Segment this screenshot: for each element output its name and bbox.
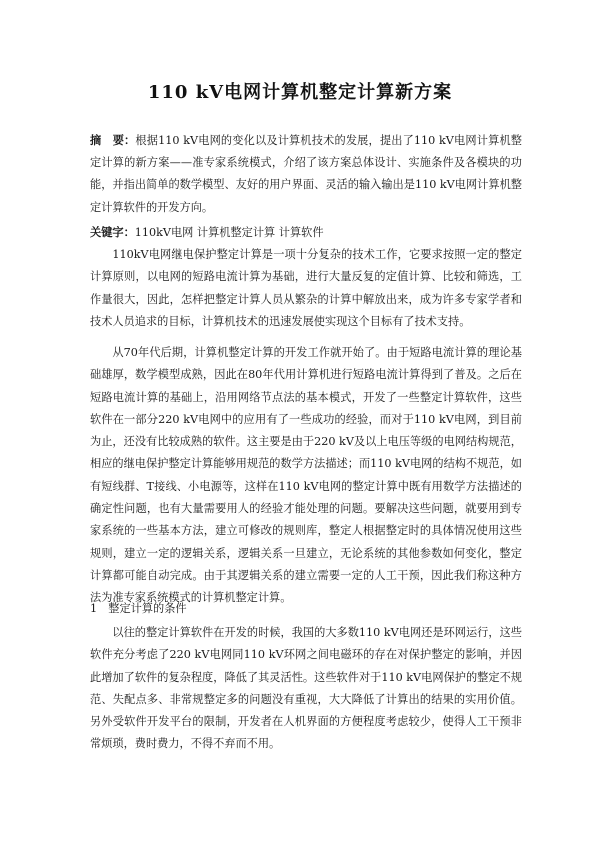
abstract-text: 根据110 kV电网的变化以及计算机技术的发展，提出了110 kV电网计算机整定计算的新方案——准专家系统模式，介绍了该方案总体设计、实施条件及各模块的功能，并指出简单的数学模型、友好的用户界面、灵活的输入输出是110 kV电网计算机整定计算软件的开发方向。 xyxy=(90,134,522,214)
keywords xyxy=(90,222,522,243)
keywords-text: 110kV电网 计算机整定计算 计算软件 xyxy=(134,226,324,239)
abstract xyxy=(90,129,522,219)
paragraph-2: 从70年代后期，计算机整定计算的开发工作就开始了。由于短路电流计算的理论基础雄厚，数学模型成熟，因此在80年代用计算机进行短路电流计算得到了普及。之后在短路电流计算的基础上，沿用网络节点法的基本模式，开发了一些整定计算软件，这些软件在一部分220 kV电网中的应用有了一些成功的经验，而对于110 kV电网，到目前为止，还没有比较成熟的软件。这主要是由于220 kV及以上电压等级的电网结构规范，相应的继电保护整定计算能够用规范的数学方法描述；而110 kV电网的结构不规范，如有短线群、T接线、小电源等，这样在110 kV电网的整定计算中既有用数学方法描述的确定性问题，也有大量需要用人的经验才能处理的问题。要解决这些问题，就要用到专家系统的一些基本方法，建立可修改的规则库，整定人根据整定时的具体情况使用这些规则，建立一定的逻辑关系，逻辑关系一旦建立，无论系统的其他参数如何变化，整定计算都可能自动完成。由于其逻辑关系的建立需要一定的人工干预，因此我们称这种方法为准专家系统模式的计算机整定计算。 xyxy=(90,346,522,605)
paper-title: 110 kV电网计算机整定计算新方案 xyxy=(147,82,453,103)
paragraph-3: 以往的整定计算软件在开发的时候，我国的大多数110 kV电网还是环网运行，这些软件充分考虑了220 kV电网同110 kV环网之间电磁环的存在对保护整定的影响，并因此增加了软件的复杂程度，降低了其灵活性。这些软件对于110 kV电网保护的整定不规范、失配点多、非常规整定多的问题没有重视，大大降低了计算出的结果的实用价值。另外受软件开发平台的限制，开发者在人机界面的方便程度考虑较少，使得人工干预非常烦琐，费时费力，不得不弃而不用。 xyxy=(90,626,522,751)
abstract-label: 摘 要： xyxy=(90,133,136,147)
section-heading-1: 1 整定计算的条件 xyxy=(90,602,187,615)
paragraph-1: 110kV电网继电保护整定计算是一项十分复杂的技术工作，它要求按照一定的整定计算原则，以电网的短路电流计算为基础，进行大量反复的定值计算、比较和筛选，工作量很大，因此，怎样把整定计算人员从繁杂的计算中解放出来，成为许多专家学者和技术人员追求的目标，计算机技术的迅速发展使实现这个目标有了技术支持。 xyxy=(90,248,522,328)
keywords-label: 关键字： xyxy=(90,225,135,239)
